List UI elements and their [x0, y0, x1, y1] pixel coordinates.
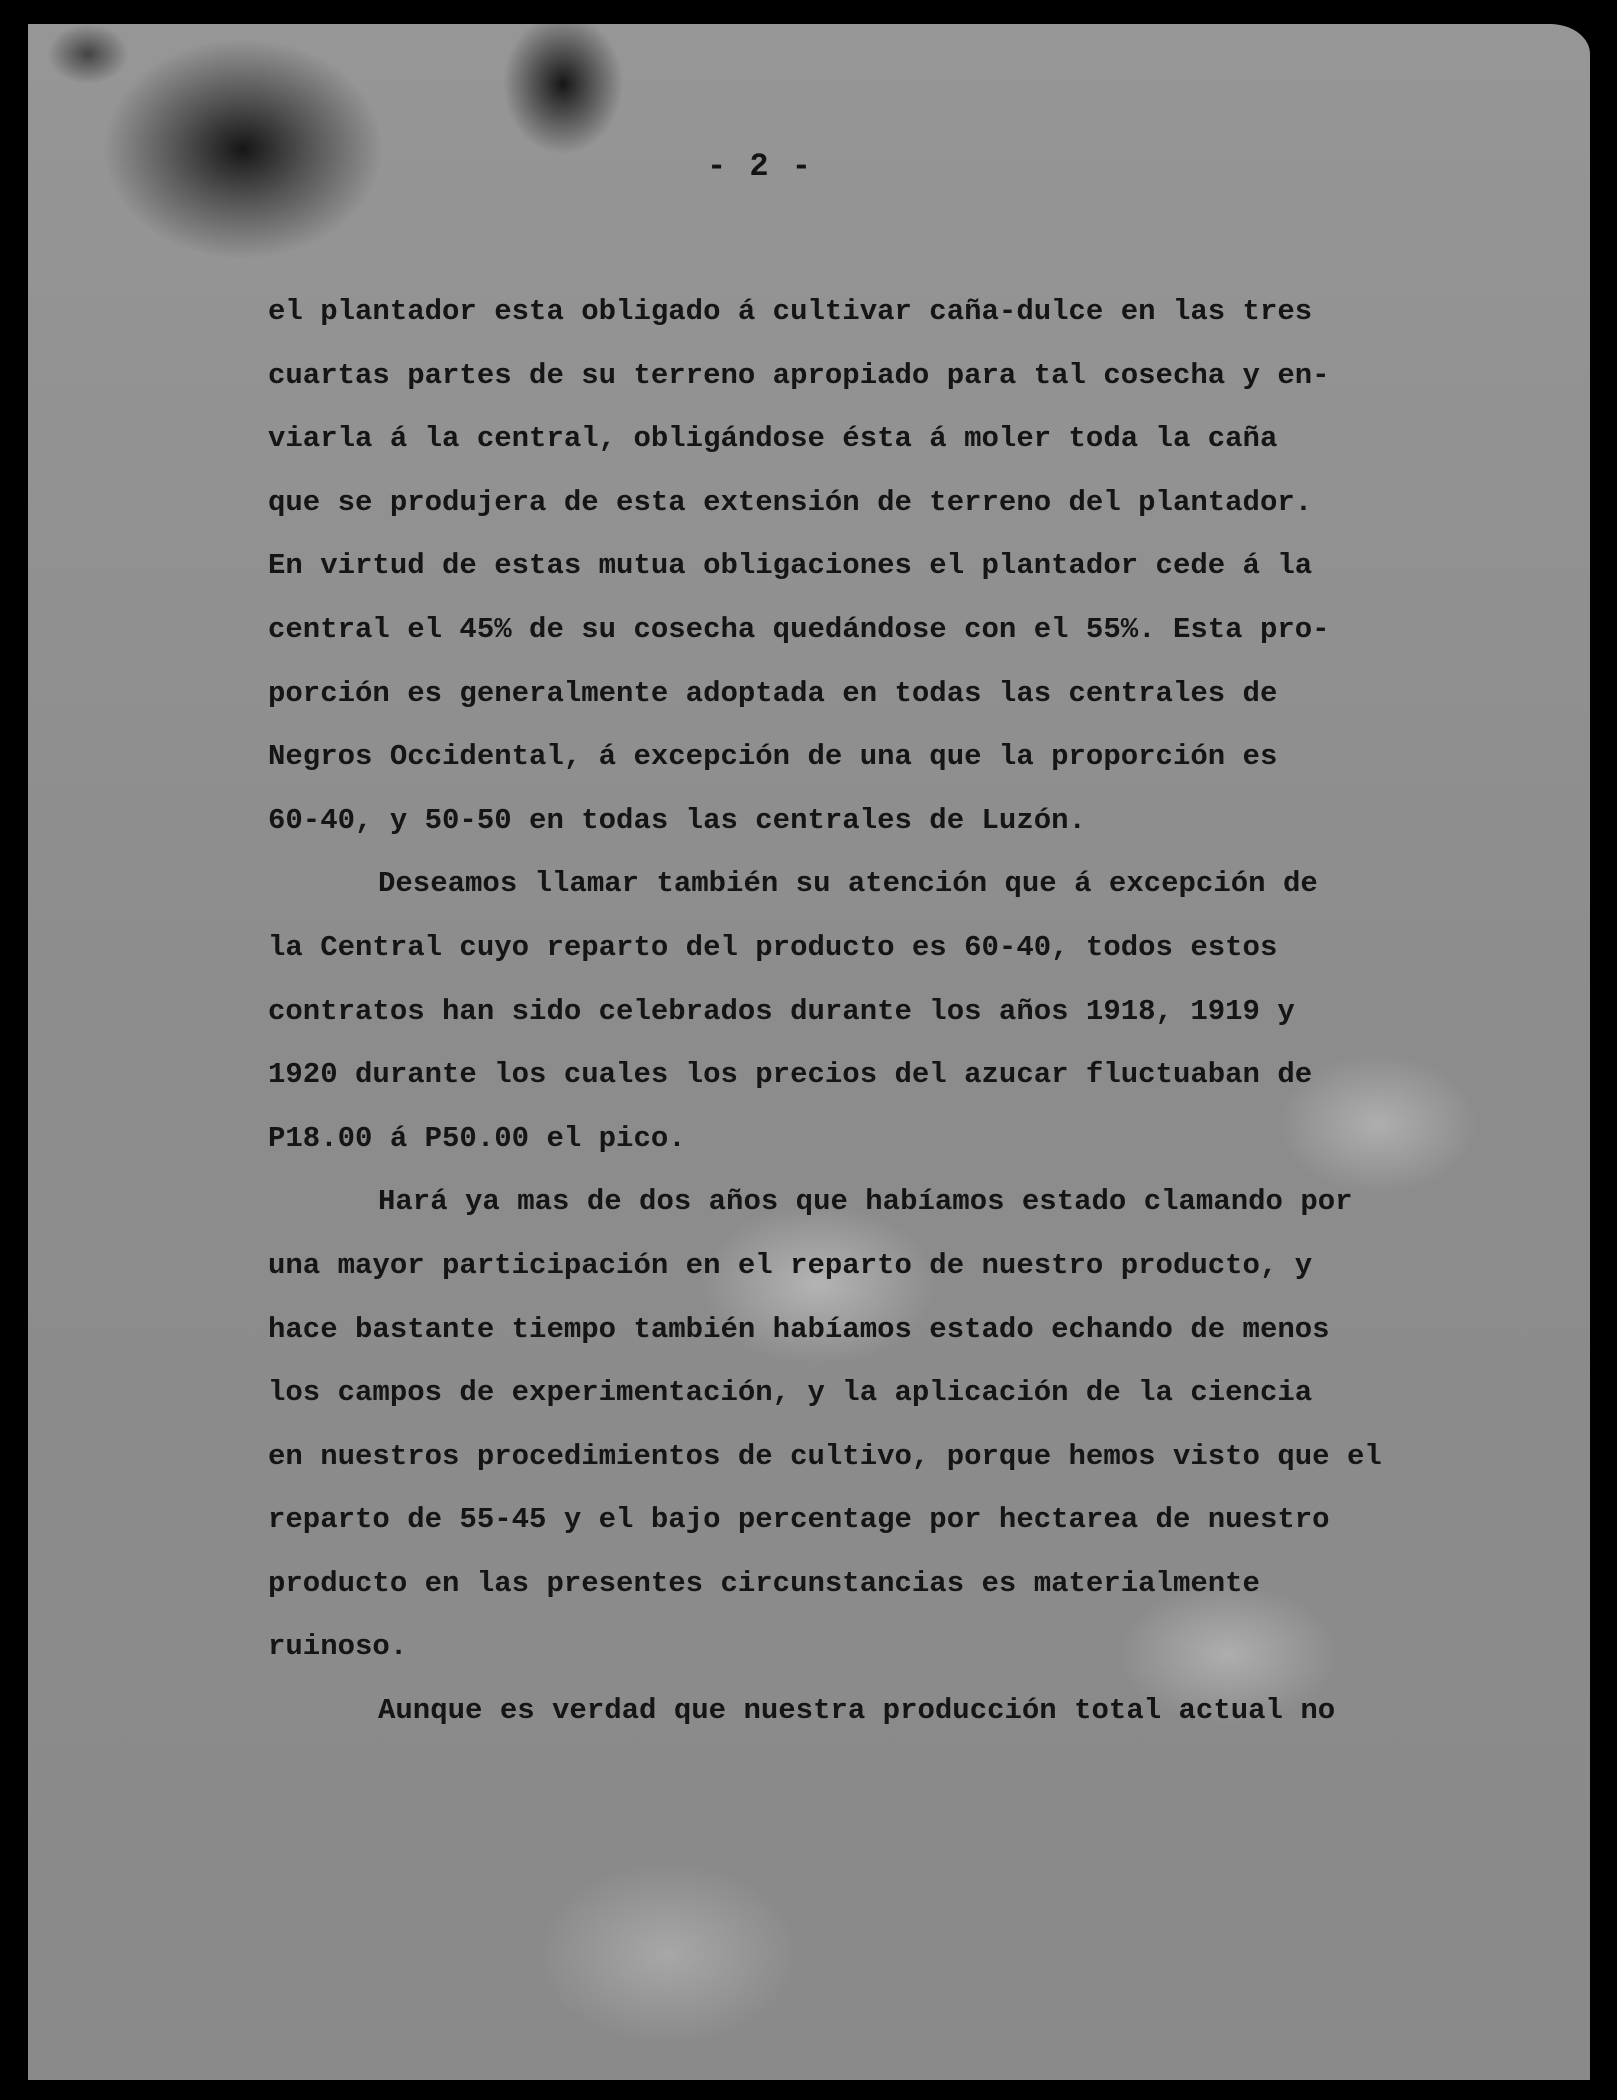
text-line: En virtud de estas mutua obligaciones el plantador cede á la [268, 549, 1313, 583]
text-line: 60-40, y 50-50 en todas las centrales de Luzón. [268, 803, 1086, 837]
text-line: Negros Occidental, á excepción de una que la proporción es [268, 740, 1278, 774]
text-line: central el 45% de su cosecha quedándose con el 55%. Esta pro- [268, 612, 1330, 646]
text-line: porción es generalmente adoptada en todas las centrales de [268, 676, 1278, 710]
text-line: viarla á la central, obligándose ésta á moler toda la caña [268, 422, 1278, 456]
text-line: contratos han sido celebrados durante los años 1918, 1919 y [268, 994, 1295, 1028]
page-number: - 2 - [706, 148, 813, 185]
text-line: P18.00 á P50.00 el pico. [268, 1121, 686, 1155]
body-text [268, 280, 1488, 1743]
text-line: una mayor participación en el reparto de nuestro producto, y [268, 1248, 1313, 1282]
text-line: cuartas partes de su terreno apropiado para tal cosecha y en- [268, 358, 1330, 392]
text-line: ruinoso. [268, 1630, 408, 1664]
text-line: Deseamos llamar también su atención que á excepción de [378, 867, 1318, 901]
text-line: el plantador esta obligado á cultivar caña-dulce en las tres [268, 295, 1313, 328]
text-line: la Central cuyo reparto del producto es 60-40, todos estos [268, 930, 1278, 964]
text-line: los campos de experimentación, y la aplicación de la ciencia [268, 1376, 1313, 1410]
text-line: 1920 durante los cuales los precios del azucar fluctuaban de [268, 1058, 1313, 1092]
text-line: Hará ya mas de dos años que habíamos estado clamando por [378, 1185, 1353, 1219]
text-line: producto en las presentes circunstancias es materialmente [268, 1566, 1260, 1600]
text-line: en nuestros procedimientos de cultivo, porque hemos visto que el [268, 1439, 1382, 1473]
text-line: que se produjera de esta extensión de terreno del plantador. [268, 485, 1313, 519]
text-line: hace bastante tiempo también habíamos estado echando de menos [268, 1312, 1330, 1346]
text-line: Aunque es verdad que nuestra producción total actual no [378, 1694, 1336, 1728]
text-line: reparto de 55-45 y el bajo percentage por hectarea de nuestro [268, 1503, 1330, 1537]
